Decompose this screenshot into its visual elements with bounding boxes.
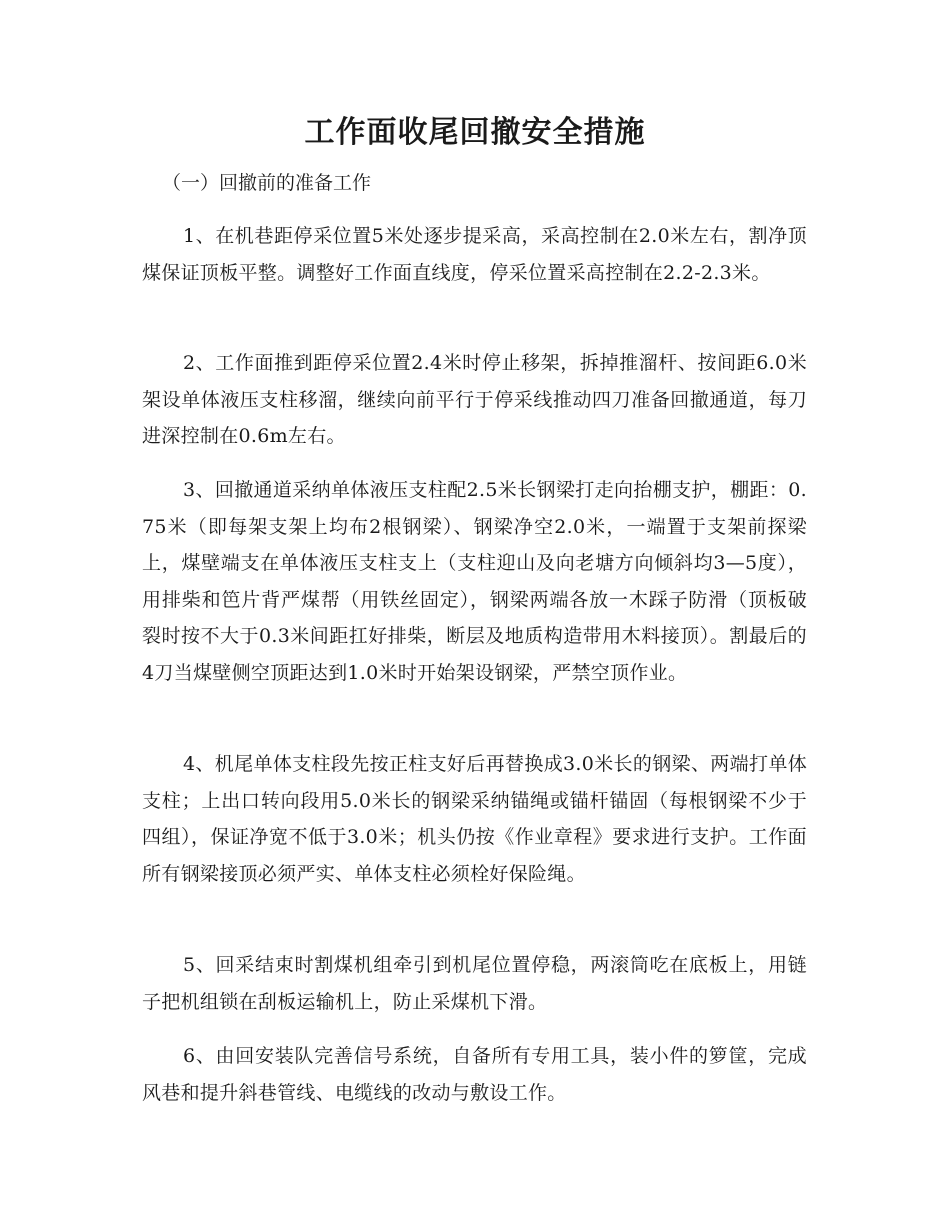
paragraph-5: 5、回采结束时割煤机组牵引到机尾位置停稳，两滚筒吃在底板上，用链子把机组锁在刮板运输机上，防止采煤机下滑。 bbox=[142, 954, 807, 1013]
paragraph-3: 3、回撤通道采纳单体液压支柱配2.5米长钢梁打走向抬棚支护，棚距：0.75米（即每架支架上均布2根钢梁）、钢梁净空2.0米，一端置于支架前探梁上，煤壁端支在单体液压支柱支上（支柱迎山及向老塘方向倾斜均3—5度），用排柴和笆片背严煤帮（用铁丝固定），钢梁两端各放一木踩子防滑（顶板破裂时按不大于0.3米间距扛好排柴，断层及地质构造带用木料接顶）。割最后的4刀当煤壁侧空顶距达到1.0米时开始架设钢梁，严禁空顶作业。 bbox=[142, 479, 807, 684]
paragraph-6: 6、由回安装队完善信号系统，自备所有专用工具，装小件的箩筐，完成风巷和提升斜巷管线、电缆线的改动与敷设工作。 bbox=[142, 1045, 807, 1104]
paragraph-1: 1、在机巷距停采位置5米处逐步提采高，采高控制在2.0米左右，割净顶煤保证顶板平整。调整好工作面直线度，停采位置采高控制在2.2-2.3米。 bbox=[142, 225, 807, 284]
section-heading: （一）回撤前的准备工作 bbox=[162, 172, 372, 194]
paragraph-4: 4、机尾单体支柱段先按正柱支好后再替换成3.0米长的钢梁、两端打单体支柱；上出口转向段用5.0米长的钢梁采纳锚绳或锚杆锚固（每根钢梁不少于四组），保证净宽不低于3.0米；机头仍按《作业章程》要求进行支护。工作面所有钢梁接顶必须严实、单体支柱必须栓好保险绳。 bbox=[142, 753, 807, 885]
document-title: 工作面收尾回撤安全措施 bbox=[304, 115, 646, 150]
paragraph-2: 2、工作面推到距停采位置2.4米时停止移架，拆掉推溜杆、按间距6.0米架设单体液压支柱移溜，继续向前平行于停采线推动四刀准备回撤通道，每刀进深控制在0.6m左右。 bbox=[142, 352, 807, 447]
